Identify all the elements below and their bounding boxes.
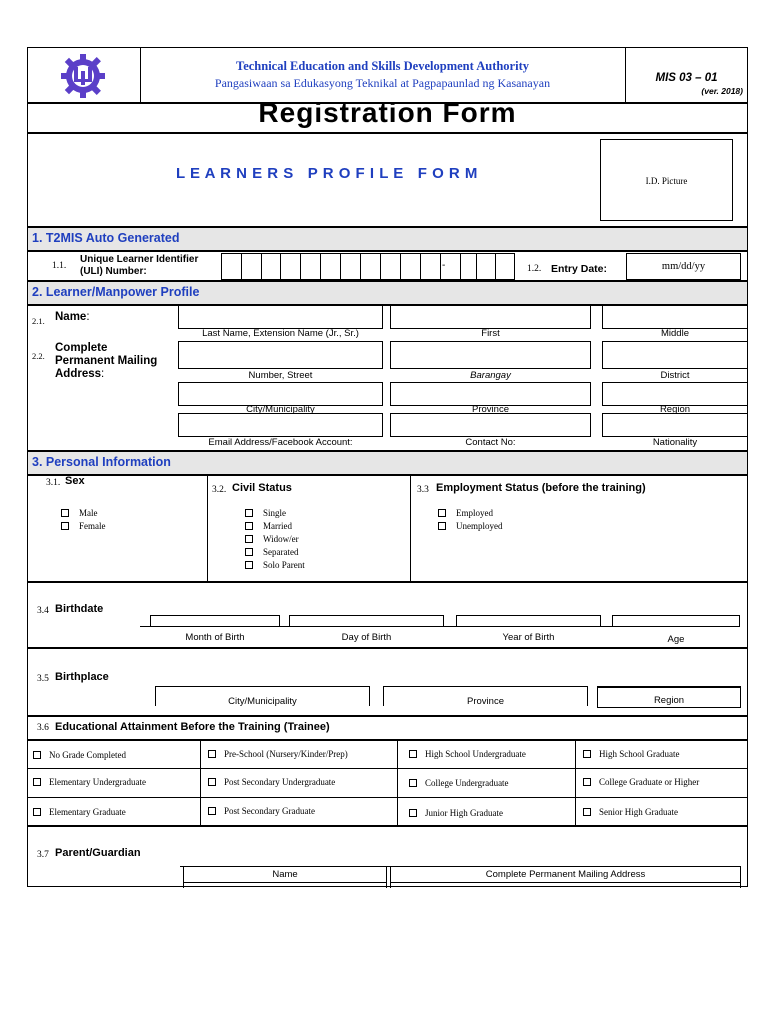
option-label: Married [263,521,292,531]
email-caption: Email Address/Facebook Account: [208,437,353,448]
education-label: Educational Attainment Before the Training (Trainee) [55,721,330,733]
parent-name-underline [183,882,387,883]
edu-option-junior-high[interactable] [409,808,503,818]
checkbox-icon [61,522,69,530]
city-input[interactable] [178,382,383,406]
option-label: College Undergraduate [425,778,509,788]
civil-option-separated[interactable] [245,547,298,557]
option-label: Unemployed [456,521,503,531]
option-label: Senior High Graduate [599,807,678,817]
checkbox-icon [33,778,41,786]
uli-cell-divider [241,253,242,280]
org-name: Technical Education and Skills Development Authority [236,59,529,73]
birth-year-caption: Year of Birth [502,632,555,643]
uli-cell-divider [360,253,361,280]
edu-option-post-sec-graduate[interactable] [208,806,315,816]
parent-address-underline [390,882,741,883]
uli-label-1: Unique Learner Identifier [80,254,199,265]
birth-month-field[interactable] [150,615,280,627]
checkbox-icon [409,779,417,787]
education-grid-col-divider [575,740,576,826]
address-colon: : [101,368,105,380]
option-label: Post Secondary Graduate [224,806,315,816]
birthplace-number: 3.5 [37,674,49,684]
parent-label: Parent/Guardian [55,847,141,859]
option-label: Employed [456,508,493,518]
education-grid-col-divider [397,740,398,826]
edu-option-hs-undergrad[interactable] [409,749,526,759]
birth-year-field[interactable] [456,615,601,627]
option-label: High School Undergraduate [425,749,526,759]
district-input[interactable] [602,341,748,369]
civil-option-widower[interactable] [245,534,299,544]
option-label: Solo Parent [263,560,305,570]
uli-cell-divider [440,253,441,280]
option-label: Junior High Graduate [425,808,503,818]
education-grid-row-divider [27,768,748,769]
contact-caption: Contact No: [465,437,516,448]
section-3-heading: 3. Personal Information [32,455,171,469]
uli-cell-divider [400,253,401,280]
section-2-heading: 2. Learner/Manpower Profile [32,285,200,299]
first-name-input[interactable] [390,305,591,329]
civil-option-single[interactable] [245,508,286,518]
district-caption: District [660,370,690,381]
checkbox-icon [438,522,446,530]
employment-number: 3.3 [417,485,429,495]
uli-cell-divider [380,253,381,280]
nationality-input[interactable] [602,413,748,437]
checkbox-icon [245,509,253,517]
uli-cell-divider [261,253,262,280]
birthplace-region-caption: Region [653,695,685,706]
edu-option-college-graduate[interactable] [583,777,699,787]
checkbox-icon [245,548,253,556]
edu-option-college-undergrad[interactable] [409,778,509,788]
checkbox-icon [208,750,216,758]
edu-option-elem-undergrad[interactable] [33,777,146,787]
edu-option-no-grade[interactable] [33,750,126,760]
street-input[interactable] [178,341,383,369]
address-label-line-2: Permanent Mailing [55,355,158,367]
region-caption: Region [659,404,691,415]
birth-day-caption: Day of Birth [341,632,392,643]
city-caption: City/Municipality [246,404,315,415]
entry-date-number: 1.2. [527,264,542,274]
checkbox-icon [208,807,216,815]
birth-day-field[interactable] [289,615,444,627]
option-label: Elementary Graduate [49,807,126,817]
checkbox-icon [245,522,253,530]
barangay-caption: Barangay [470,370,511,381]
checkbox-icon [583,750,591,758]
edu-option-post-sec-undergrad[interactable] [208,777,335,787]
page-title: Registration Form [258,97,517,128]
entry-date-value: mm/dd/yy [661,261,706,272]
birthplace-city-caption: City/Municipality [228,696,297,707]
address-number: 2.2. [32,351,45,361]
street-caption: Number, Street [248,370,313,381]
entry-date-label: Entry Date: [551,263,608,275]
checkbox-icon [438,509,446,517]
section-1-heading: 1. T2MIS Auto Generated [32,231,180,245]
barangay-input[interactable] [390,341,591,369]
education-grid-row-divider [27,797,748,798]
form-version: (ver. 2018) [701,86,743,96]
middle-name-input[interactable] [602,305,748,329]
option-label: Male [79,508,98,518]
name-label-text: Name [55,311,87,323]
sex-option-male[interactable] [61,508,98,518]
checkbox-icon [583,778,591,786]
sex-number: 3.1. [46,478,61,488]
header-divider-left [140,47,141,103]
uli-cell-divider [476,253,477,280]
option-label: Widow/er [263,534,299,544]
name-number: 2.1. [32,316,45,326]
name-label [55,311,90,323]
uli-cell-divider [320,253,321,280]
option-label: High School Graduate [599,749,680,759]
checkbox-icon [583,808,591,816]
checkbox-icon [245,535,253,543]
uli-cell-divider [460,253,461,280]
civil-option-married[interactable] [245,521,292,531]
birthdate-number: 3.4 [37,606,49,616]
contact-input[interactable] [390,413,591,437]
last-name-caption: Last Name, Extension Name (Jr., Sr.) [202,328,359,339]
address-label-line-3 [55,368,104,380]
emp-option-employed[interactable] [438,508,493,518]
edu-option-pre-school[interactable] [208,749,348,759]
age-field[interactable] [612,615,740,627]
last-name-input[interactable] [178,305,383,329]
uli-cell-divider [420,253,421,280]
option-label: Elementary Undergraduate [49,777,147,787]
region-input[interactable] [602,382,748,406]
option-label: Single [263,508,287,518]
org-name-filipino: Pangasiwaan sa Edukasyong Teknikal at Pagpapaunlad ng Kasanayan [214,76,551,90]
status-divider [410,475,411,582]
id-picture-label: I.D. Picture [645,176,688,186]
nationality-caption: Nationality [652,437,698,448]
checkbox-icon [409,750,417,758]
civil-status-label: Civil Status [232,482,292,494]
civil-option-solo-parent[interactable] [245,560,305,570]
status-divider [207,475,208,582]
age-caption: Age [667,634,685,645]
province-caption: Province [472,404,509,415]
education-number: 3.6 [37,723,49,733]
uli-label-2: (ULI) Number: [80,266,147,277]
birthdate-label: Birthdate [55,603,104,615]
option-label: Post Secondary Undergraduate [224,777,336,787]
first-name-caption: First [481,328,500,339]
birthplace-label: Birthplace [55,671,109,683]
tesda-logo [54,52,112,100]
option-label: Separated [263,547,299,557]
option-label: Pre-School (Nursery/Kinder/Prep) [224,749,348,759]
checkbox-icon [409,809,417,817]
uli-input[interactable] [221,253,515,280]
edu-option-hs-graduate[interactable] [583,749,679,759]
section-1-heading-band [27,227,748,251]
option-label: Female [79,521,106,531]
parent-address-caption: Complete Permanent Mailing Address [485,869,646,880]
section-3-heading-band [27,451,748,475]
uli-cell-divider [280,253,281,280]
civil-status-number: 3.2. [212,485,227,495]
emp-option-unemployed[interactable] [438,521,503,531]
province-input[interactable] [390,382,591,406]
email-input[interactable] [178,413,383,437]
checkbox-icon [61,509,69,517]
uli-cell-divider [300,253,301,280]
employment-label: Employment Status (before the training) [436,482,646,494]
edu-option-senior-high[interactable] [583,807,678,817]
checkbox-icon [245,561,253,569]
section-2-heading-band [27,281,748,305]
option-label: No Grade Completed [49,750,126,760]
edu-option-elem-graduate[interactable] [33,807,126,817]
checkbox-icon [208,778,216,786]
parent-name-caption: Name [272,869,298,880]
uli-cell-divider [495,253,496,280]
gear-logo-icon [54,52,112,100]
option-label: College Graduate or Higher [599,777,700,787]
birth-month-caption: Month of Birth [185,632,245,643]
checkbox-icon [33,808,41,816]
birthplace-province-caption: Province [467,696,504,707]
address-label-line-1: Complete [55,342,108,354]
form-subtitle: L E A R N E R S P R O F I L E F O R M [176,165,478,182]
middle-name-caption: Middle [661,328,689,339]
sex-label: Sex [65,475,85,487]
form-code: MIS 03 – 01 [655,72,718,84]
uli-dash: - [442,260,446,271]
checkbox-icon [33,751,41,759]
address-label-text: Address [55,368,102,380]
sex-option-female[interactable] [61,521,106,531]
parent-number: 3.7 [37,850,49,860]
education-grid-col-divider [200,740,201,826]
name-colon: : [86,311,90,323]
uli-cell-divider [340,253,341,280]
uli-number-label: 1.1. [52,261,67,271]
